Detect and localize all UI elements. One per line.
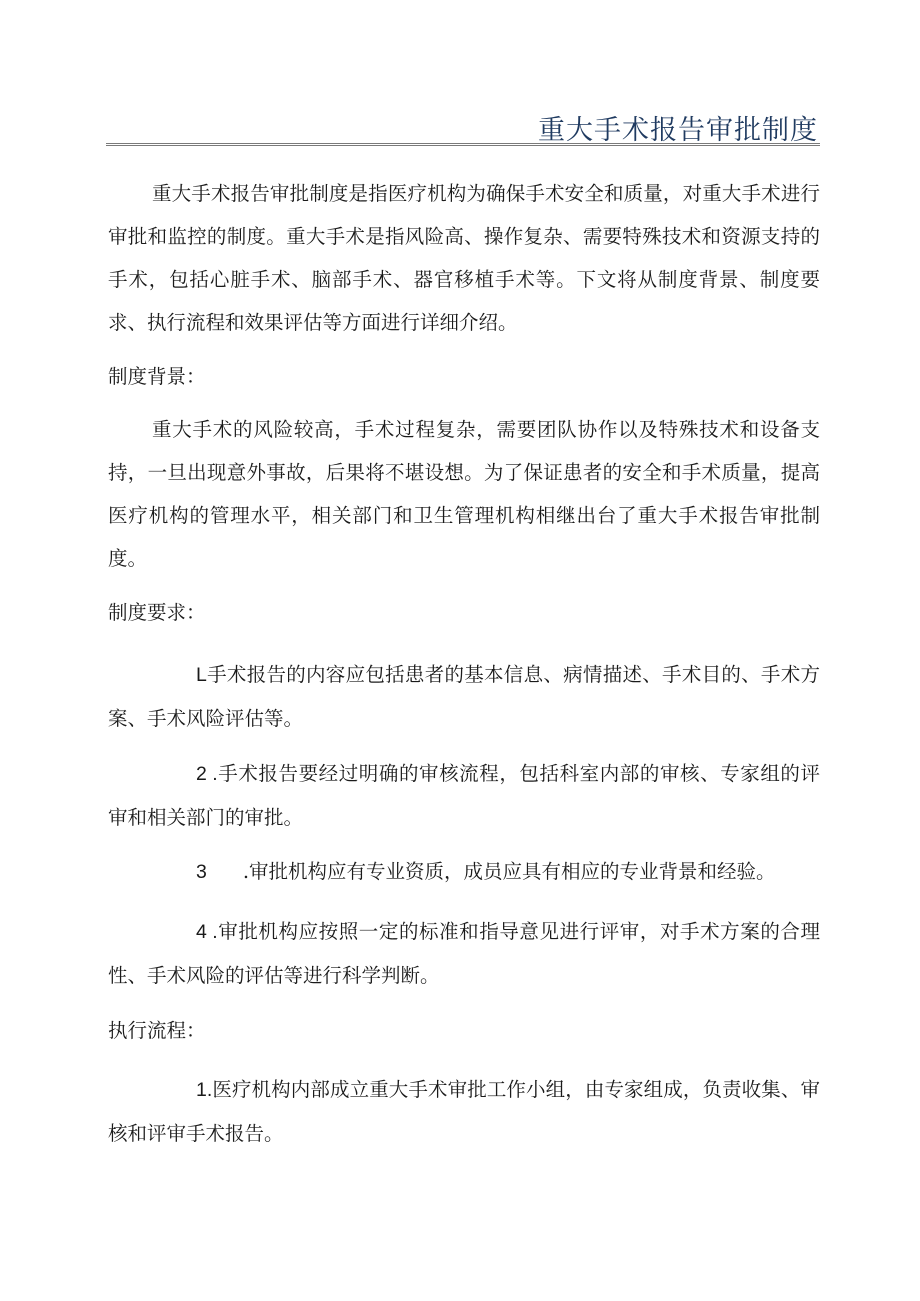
background-paragraph: 重大手术的风险较高，手术过程复杂，需要团队协作以及特殊技术和设备支持，一旦出现意外事故，后果将不堪设想。为了保证患者的安全和手术质量，提高医疗机构的管理水平，相关部门和卫生管理机构相继出台了重大手术报告审批制度。	[108, 418, 820, 570]
requirement-item-1	[108, 653, 820, 740]
requirement-number: L	[196, 664, 207, 686]
requirement-number: 4 .	[196, 921, 218, 943]
title-divider	[106, 143, 820, 146]
requirement-item-2	[108, 752, 820, 839]
requirement-text: .审批机构应有专业资质，成员应具有相应的专业背景和经验。	[242, 860, 776, 883]
requirement-item-4	[108, 910, 820, 997]
requirement-text: 手术报告要经过明确的审核流程，包括科室内部的审核、专家组的评审和相关部门的审批。	[108, 762, 820, 829]
process-number: 1.	[196, 1079, 213, 1101]
requirement-text: 审批机构应按照一定的标准和指导意见进行评审，对手术方案的合理性、手术风险的评估等进行科学判断。	[108, 920, 820, 987]
requirement-text: 手术报告的内容应包括患者的基本信息、病情描述、手术目的、手术方案、手术风险评估等。	[108, 663, 820, 730]
page-title: 重大手术报告审批制度	[538, 115, 818, 146]
requirements-heading: 制度要求：	[108, 601, 206, 624]
process-item-1	[108, 1068, 820, 1155]
requirement-item-3	[108, 850, 820, 894]
background-heading: 制度背景：	[108, 365, 206, 388]
intro-paragraph: 重大手术报告审批制度是指医疗机构为确保手术安全和质量，对重大手术进行审批和监控的制度。重大手术是指风险高、操作复杂、需要特殊技术和资源支持的手术，包括心脏手术、脑部手术、器官移植手术等。下文将从制度背景、制度要求、执行流程和效果评估等方面进行详细介绍。	[108, 182, 820, 334]
process-text: 医疗机构内部成立重大手术审批工作小组，由专家组成，负责收集、审核和评审手术报告。	[108, 1078, 820, 1145]
requirement-number: 2 .	[196, 763, 218, 785]
requirement-number: 3	[196, 861, 207, 883]
process-heading: 执行流程：	[108, 1019, 206, 1042]
